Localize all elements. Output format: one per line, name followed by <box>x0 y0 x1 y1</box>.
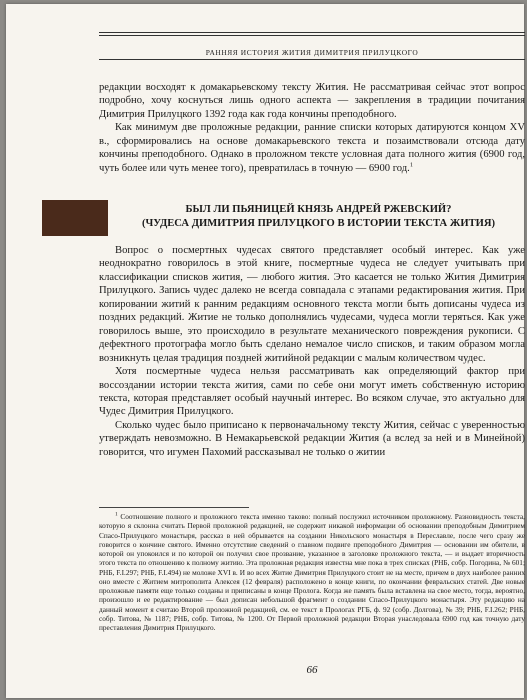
section-accent-bar <box>42 200 108 236</box>
book-page <box>6 4 524 698</box>
header-rule-thin <box>99 35 525 36</box>
footnote <box>99 512 525 632</box>
paragraph-text: Как минимум две проложные редакции, ранние списки которых датируются концом XV в., сформировались на основе домакарьевского текста и позаимствовали отсюда дату кончины преподобного. Однако в проложном тексте условная дата полного жития (6900 год, чуть более или чуть менее того), превратилась в точную — 6900 год. <box>99 122 525 174</box>
running-head: РАННЯЯ ИСТОРИЯ ЖИТИЯ ДИМИТРИЯ ПРИЛУЦКОГО <box>205 48 419 57</box>
paragraph: Сколько чудес было приписано к первоначальному тексту Жития, сейчас с уверенностью утверждать невозможно. В Немакарьевской редакции Жития (а вслед за ней и в Минейной) говорится, что игумен Пахомий рассказывал не только о житии <box>99 419 525 458</box>
section-heading <box>112 203 525 230</box>
heading-subtitle: (ЧУДЕСА ДИМИТРИЯ ПРИЛУЦКОГО В ИСТОРИИ ТЕКСТА ЖИТИЯ) <box>141 217 496 229</box>
heading-title: БЫЛ ЛИ ПЬЯНИЦЕЙ КНЯЗЬ АНДРЕЙ РЖЕВСКИЙ? <box>185 204 452 215</box>
body-text-bottom <box>99 244 525 459</box>
paragraph: редакции восходят к домакарьевскому тексту Жития. Не рассматривая сейчас этот вопрос подробно, хочу коснуться лишь одного аспекта — закрепления в традиции почитания Димитрия Прилуцкого 1392 года как года кончины преподобного. <box>99 82 525 120</box>
footnote-number: 1 <box>115 511 118 518</box>
body-text-top <box>99 81 525 175</box>
footnote-text: Соотношение полного и проложного текста именно таково: полный послужил источником проложному. Разновидность текста, которую я склонна считать Первой проложной редакцией, не содержит никакой информации об основании преподобным Димитрием Спасо-Прилуцкого монастыря, рассказ в ней обрывается на создании Никольского монастыря в Переславле, после чего сразу же говорится о кончине святого. Именно отсутствие сведений о главном подвиге преподобного Димитрия — основании им обители, в которой он упокоился и по которой он получил свое прозвание, указанное в заголовке проложного текста, — и выдает вторичность этого текста по отношению к полному житию. Эта проложная редакция известна мне пока в трех списках (РНБ, собр. Погодина, № 601; РНБ, F.I.297; РНБ, F.I.494) не моложе XVI в. И во всех Житие Димитрия Прилуцкого стоит не на месте, причем в двух наиболее ранних оно вместе с Житием митрополита Алексея (12 февраля) расположено в конце книги, по окончании февральских статей. Две новые проложные памяти еще только созданы и приписаны в конце Пролога. Когда же память была вставлена на свое место, тогда, вероятно, произошло и ее редактирование — был дописан небольшой фрагмент о создании Спасо-Прилуцкого монастыря. Эту редакцию на данный момент я считаю Второй проложной редакцией, см. ее текст в Прологах РГБ, ф. 92 (собр. Долгова), № 39; РНБ, F.I.262; РНБ, собр. Титова, № 1187; РНБ, собр. Титова, № 1200. От Первой проложной редакции Вторая унаследовала 6900 год как точную дату преставления Димитрия Прилуцкого. <box>99 512 526 632</box>
page-number: 66 <box>306 664 318 676</box>
paragraph-with-footnote <box>99 121 525 175</box>
paragraph: Хотя посмертные чудеса нельзя рассматривать как определяющий фактор при воссоздании истории текста жития, сами по себе они могут иметь собственную историю текста, которая представляет особый научный интерес. Во всяком случае, это актуально для Чудес Димитрия Прилуцкого. <box>99 366 525 418</box>
paragraph: Вопрос о посмертных чудесах святого представляет особый интерес. Как уже неоднократно говорилось в этой книге, посмертные чудеса не следует учитывать при классификации списков жития, — любого жития. Это касается не только Жития Димитрия Прилуцкого. Запись чудес далеко не всегда совпадала с этапами редактирования жития. При копировании житий к ранним редакциям основного текста могли быть дописаны чудеса из поздних редакций. Житие не только дополнялись чудесами, чудеса могли теряться. Как уже говорилось выше, это происходило в результате механического повреждения рукописи. С дефектного протографа могло быть сделано немалое число списков, и таким образом могла возникнуть целая традиция поздней житийной редакции с малым количеством чудес. <box>99 245 525 364</box>
header-rule-bottom <box>99 59 525 60</box>
footnote-rule <box>99 507 249 508</box>
footnote-ref[interactable]: 1 <box>409 161 414 169</box>
header-rule-top <box>99 32 525 33</box>
